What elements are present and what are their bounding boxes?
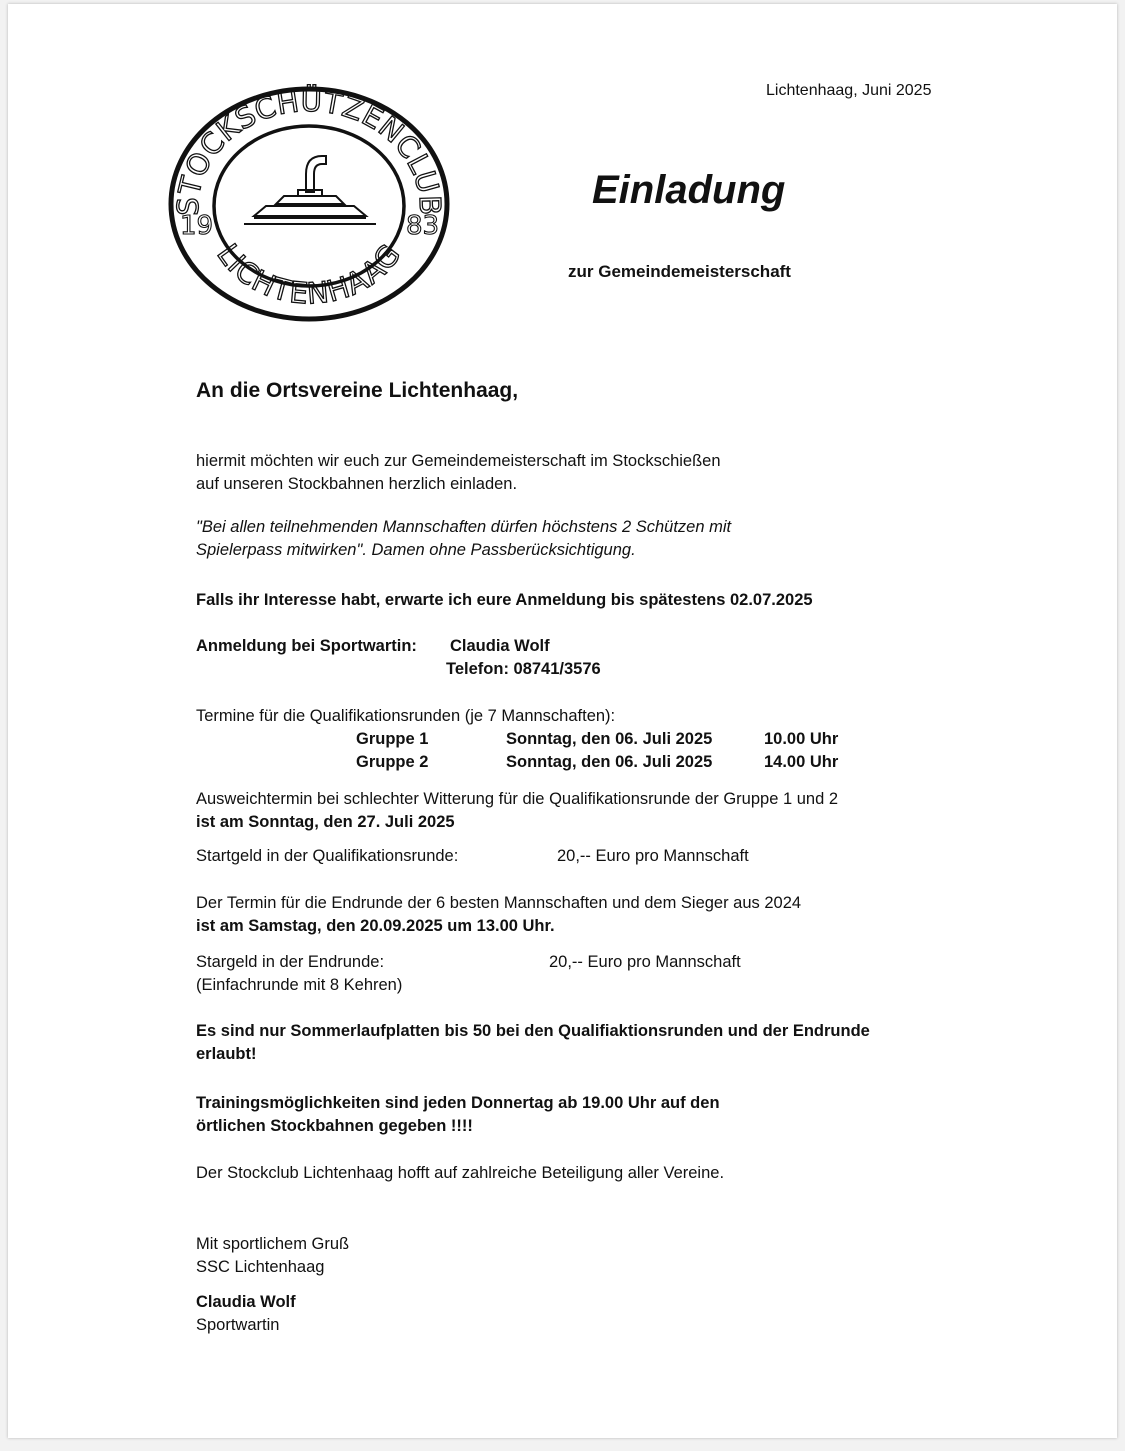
svg-text:LICHTENHAAG [210, 237, 407, 311]
closing-hope: Der Stockclub Lichtenhaag hofft auf zahlreiche Beteiligung aller Vereine. [196, 1164, 725, 1182]
quote-line: "Bei allen teilnehmenden Mannschaften dürfen höchstens 2 Schützen mit [196, 518, 732, 536]
logo-bottom-text: LICHTENHAAG [210, 237, 408, 311]
place-and-date: Lichtenhaag, Juni 2025 [766, 82, 932, 99]
final-round-line: Der Termin für die Endrunde der 6 besten Mannschaften und dem Sieger aus 2024 [196, 894, 802, 912]
group-2-label: Gruppe 2 [356, 753, 429, 771]
training-info [196, 1092, 720, 1138]
signature-person [196, 1291, 296, 1337]
group-1-label: Gruppe 1 [356, 730, 429, 748]
quote-line: Spielerpass mitwirken". Damen ohne Passberücksichtigung. [196, 541, 636, 559]
registration-deadline: Falls ihr Interesse habt, erwarte ich eure Anmeldung bis spätestens 02.07.2025 [196, 591, 813, 609]
fee-qualification-amount: 20,-- Euro pro Mannschaft [557, 847, 749, 865]
alternate-line: Ausweichtermin bei schlechter Witterung für die Qualifikationsrunde der Gruppe 1 und 2 [196, 790, 839, 808]
greeting: An die Ortsvereine Lichtenhaag, [196, 379, 519, 402]
logo-year-left: 19 [180, 211, 214, 241]
signature-club: SSC Lichtenhaag [196, 1258, 325, 1276]
alternate-date: ist am Sonntag, den 27. Juli 2025 [196, 813, 455, 831]
final-round-paragraph [196, 892, 801, 938]
fee-qualification-label: Startgeld in der Qualifikationsrunde: [196, 847, 459, 865]
fee-final-label: Stargeld in der Endrunde: [196, 953, 385, 971]
logo-year-right: 83 [406, 211, 440, 241]
registration-name: Claudia Wolf [450, 637, 550, 655]
curling-stone-icon [244, 156, 376, 224]
page-title: Einladung [592, 168, 786, 212]
training-line: örtlichen Stockbahnen gegeben !!!! [196, 1117, 473, 1135]
signature-salutation: Mit sportlichem Gruß [196, 1235, 350, 1253]
intro-line: auf unseren Stockbahnen herzlich einladen. [196, 475, 518, 493]
fee-final-amount: 20,-- Euro pro Mannschaft [549, 953, 741, 971]
rule-line: erlaubt! [196, 1045, 257, 1063]
document-page [8, 4, 1117, 1438]
alternate-date-paragraph [196, 788, 838, 834]
group-1-date: Sonntag, den 06. Juli 2025 [506, 730, 713, 748]
quote-paragraph [196, 516, 731, 562]
signature-name: Claudia Wolf [196, 1293, 296, 1311]
registration-label [196, 635, 417, 658]
intro-line: hiermit möchten wir euch zur Gemeindemeisterschaft im Stockschießen [196, 452, 721, 470]
registration-phone: Telefon: 08741/3576 [446, 660, 601, 678]
rule-line: Es sind nur Sommerlaufplatten bis 50 bei den Qualifiaktionsrunden und der Endrunde [196, 1022, 870, 1040]
group-2-date: Sonntag, den 06. Juli 2025 [506, 753, 713, 771]
group-1-time: 10.00 Uhr [764, 730, 839, 748]
club-logo-seal [166, 84, 452, 322]
intro-paragraph [196, 450, 721, 496]
training-line: Trainingsmöglichkeiten sind jeden Donnertag ab 19.00 Uhr auf den [196, 1094, 720, 1112]
group-2-time: 14.00 Uhr [764, 753, 839, 771]
logo-top-text: STOCKSCHÜTZENCLUB [170, 84, 448, 217]
fee-final-block [196, 951, 402, 997]
page-subtitle: zur Gemeindemeisterschaft [568, 262, 791, 281]
registration-label-text: Anmeldung bei Sportwartin: [196, 637, 417, 655]
equipment-rule [196, 1020, 870, 1066]
fee-final-note: (Einfachrunde mit 8 Kehren) [196, 976, 403, 994]
final-round-date: ist am Samstag, den 20.09.2025 um 13.00 Uhr. [196, 917, 555, 935]
qualification-heading: Termine für die Qualifikationsrunden (je 7 Mannschaften): [196, 707, 616, 725]
signature-block [196, 1233, 349, 1279]
signature-role: Sportwartin [196, 1316, 280, 1334]
